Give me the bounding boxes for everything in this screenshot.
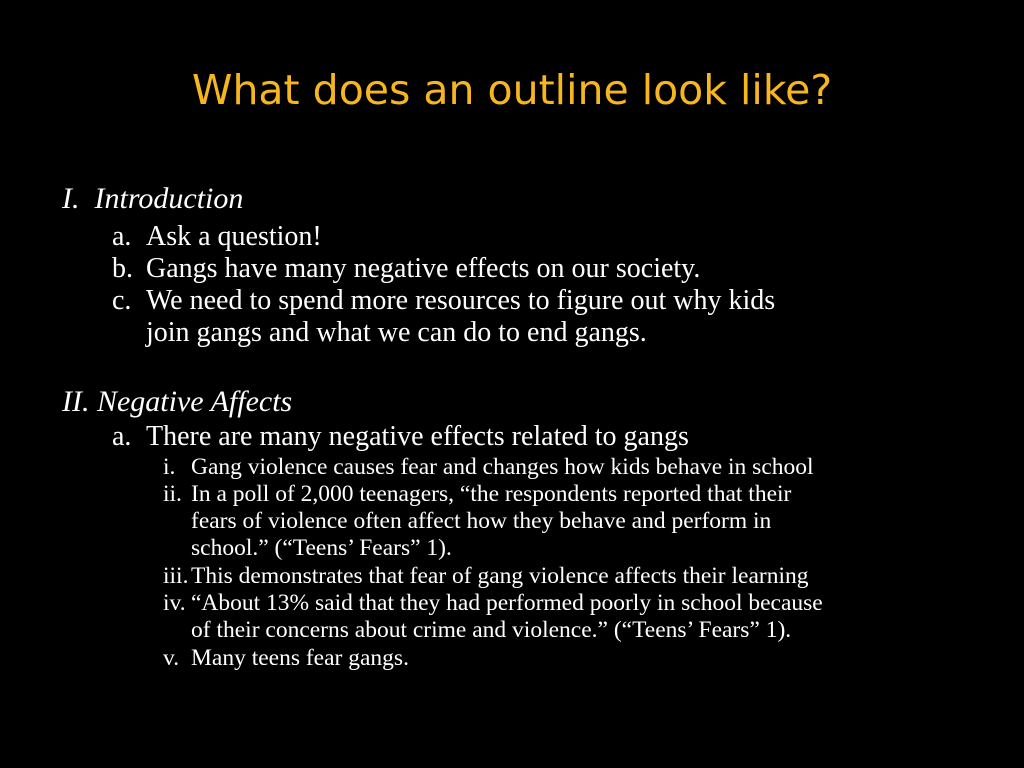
item-label: a.: [112, 221, 132, 252]
sub-item-label: iv.: [163, 590, 186, 616]
section-title: Negative Affects: [96, 385, 293, 418]
sub-item-label: ii.: [163, 481, 182, 507]
sub-item-text: This demonstrates that fear of gang violence affects their learning: [191, 563, 809, 589]
sub-item-text: [191, 590, 823, 644]
sub-item-label: i.: [163, 454, 176, 480]
sub-item-label: iii.: [163, 563, 189, 589]
section-numeral: II.: [62, 385, 90, 418]
item-text: There are many negative effects related to gangs: [146, 421, 689, 452]
item-text: [146, 285, 775, 349]
sub-item-text: Many teens fear gangs.: [191, 645, 409, 671]
section-heading-introduction: [62, 182, 243, 216]
sub-item-text-line: school.” (“Teens’ Fears” 1).: [191, 535, 452, 561]
item-label: b.: [112, 253, 133, 284]
item-text-line: We need to spend more resources to figure out why kids: [146, 285, 776, 316]
sub-item-text-line: “About 13% said that they had performed poorly in school because: [191, 590, 823, 616]
sub-item-text-line: of their concerns about crime and violence.” (“Teens’ Fears” 1).: [191, 617, 792, 643]
item-label: c.: [112, 285, 132, 316]
section-numeral: I.: [62, 182, 80, 215]
section-title: Introduction: [94, 182, 244, 215]
item-text: Ask a question!: [146, 221, 322, 252]
item-text: Gangs have many negative effects on our society.: [146, 253, 701, 284]
item-label: a.: [112, 421, 132, 452]
slide-title: What does an outline look like?: [191, 66, 833, 114]
sub-item-text-line: fears of violence often affect how they behave and perform in: [191, 508, 772, 534]
item-text-line: join gangs and what we can do to end gangs.: [146, 317, 647, 348]
sub-item-text-line: In a poll of 2,000 teenagers, “the respondents reported that their: [191, 481, 792, 507]
sub-item-text: [191, 481, 791, 562]
section-heading-negative-affects: [62, 385, 292, 419]
sub-item-text: Gang violence causes fear and changes how kids behave in school: [191, 454, 814, 480]
sub-item-label: v.: [163, 645, 180, 671]
